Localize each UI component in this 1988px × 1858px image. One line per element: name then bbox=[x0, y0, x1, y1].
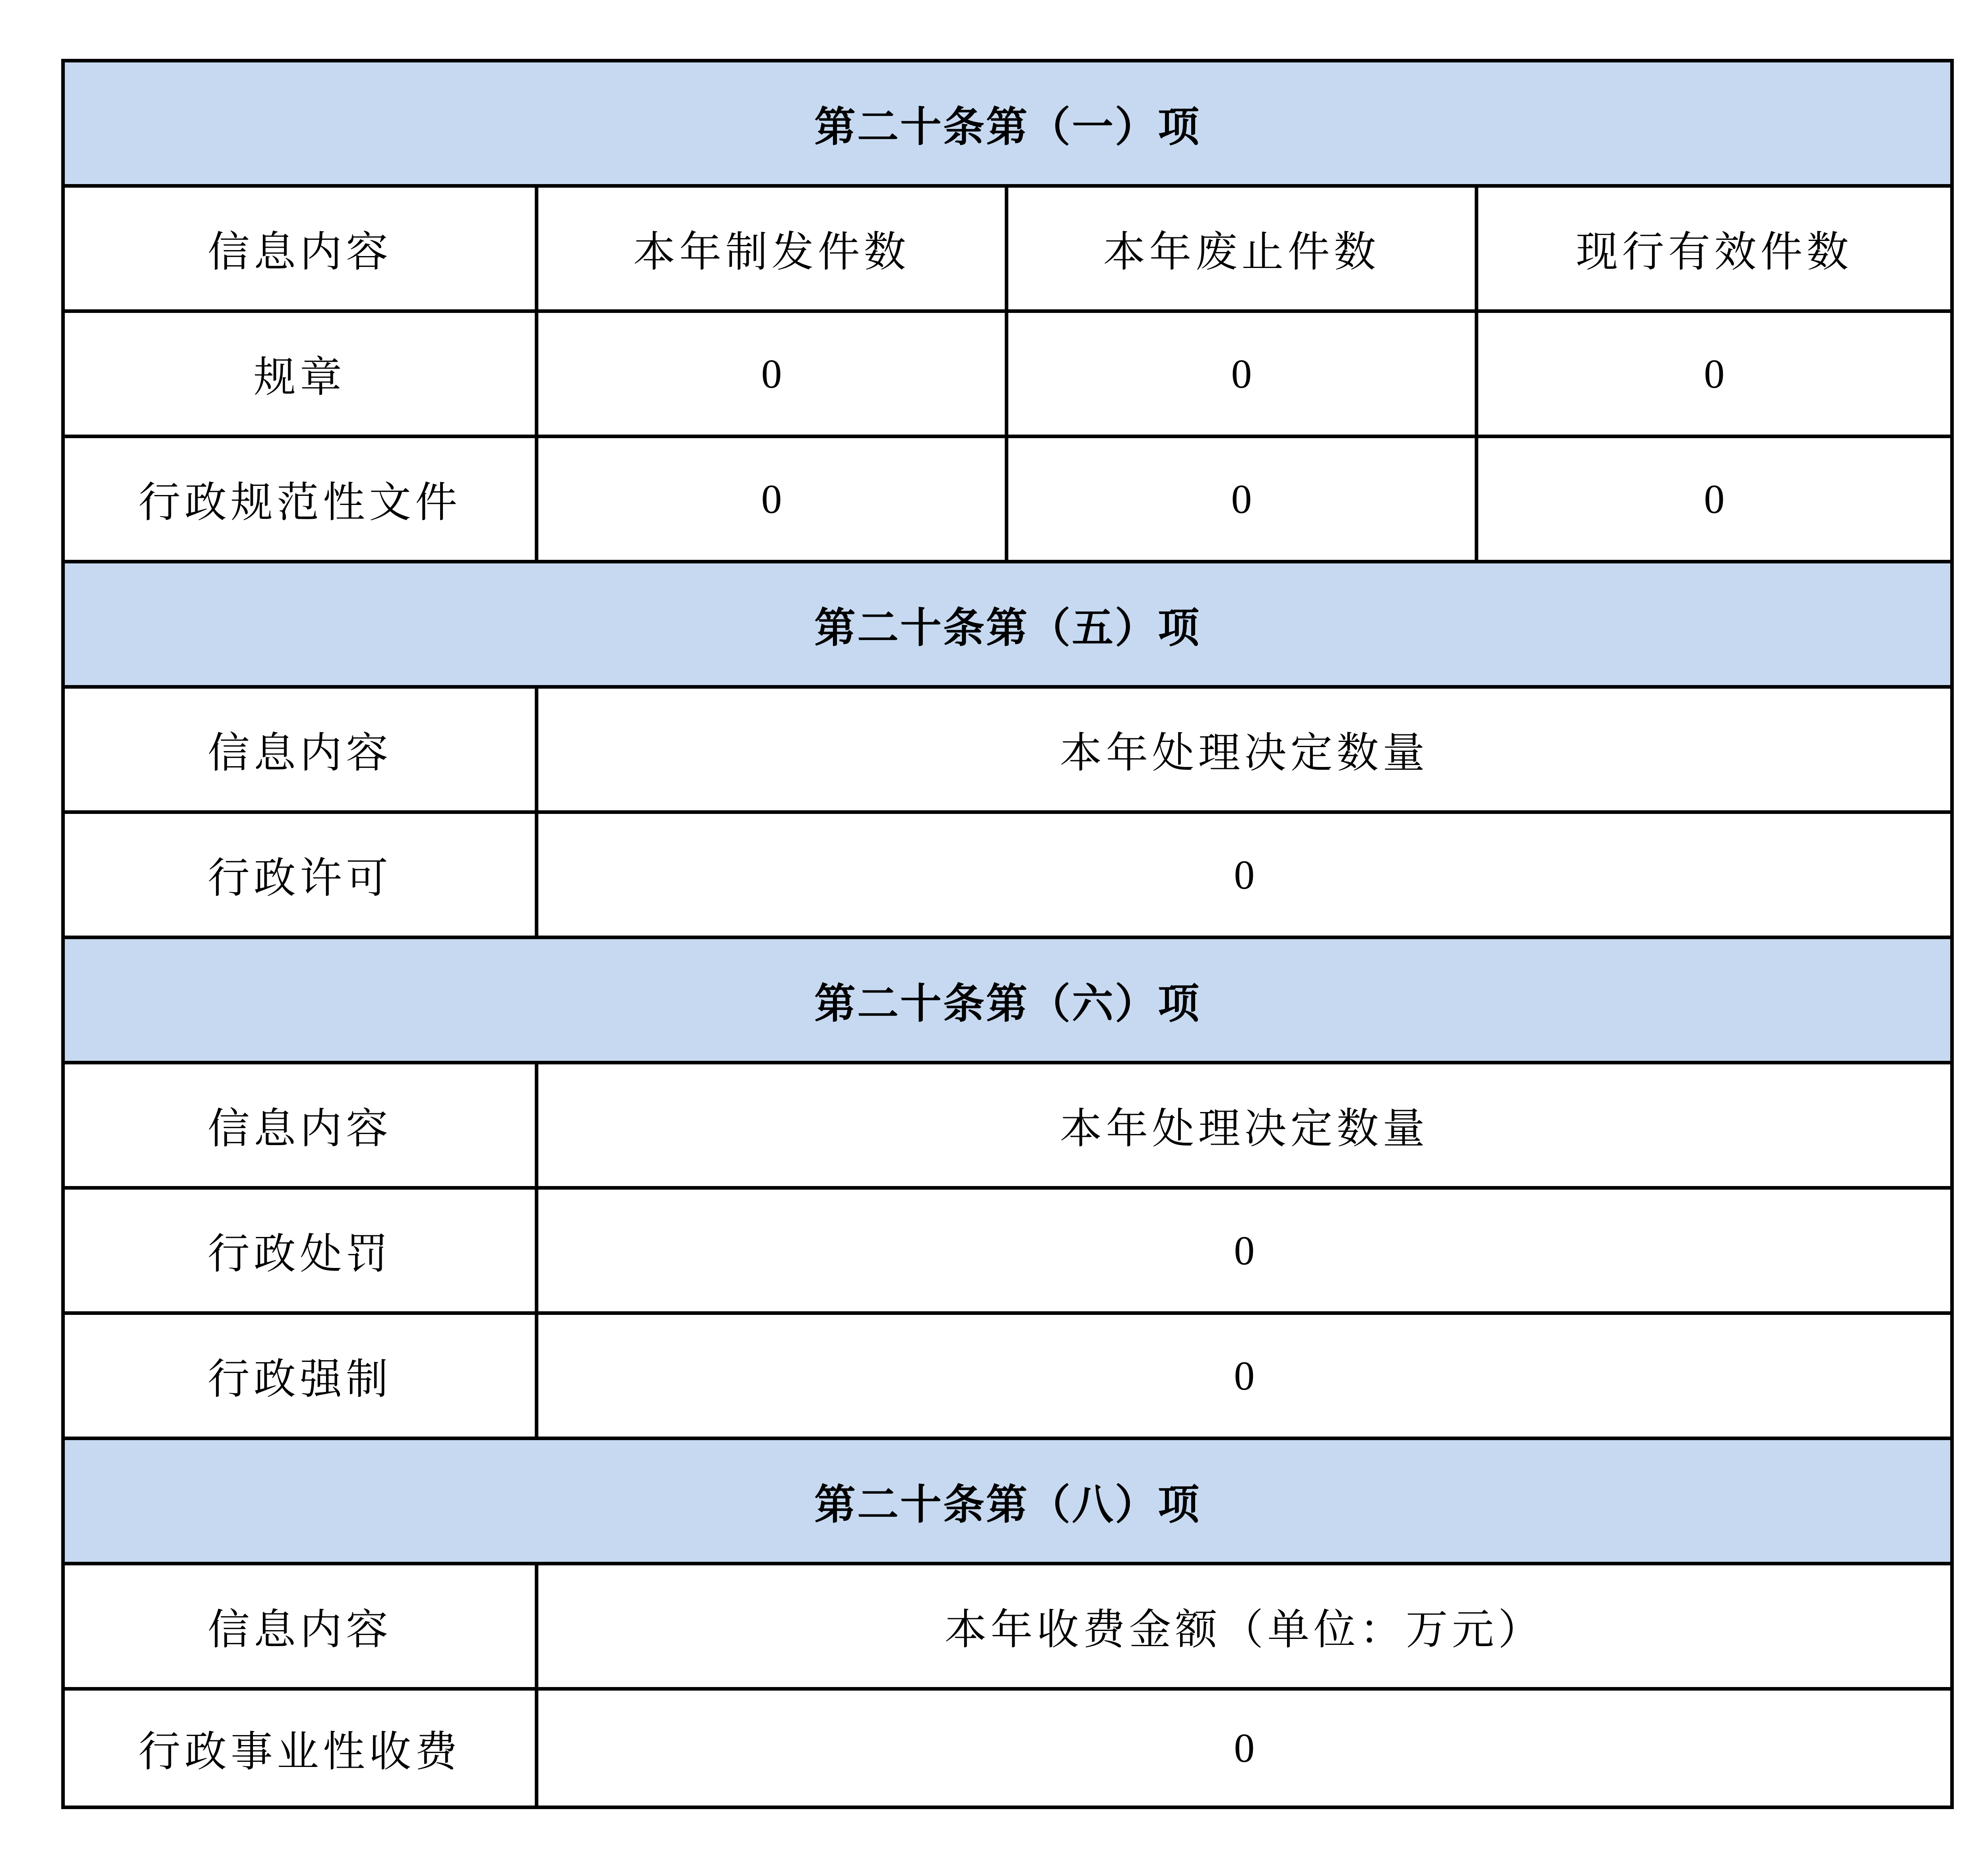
table-row bbox=[65, 438, 1950, 563]
valid-count: 0 bbox=[1475, 313, 1950, 435]
table-header-row bbox=[65, 1064, 1950, 1190]
table-header-row bbox=[65, 188, 1950, 313]
section-title: 第二十条第（八）项 bbox=[814, 1480, 1201, 1529]
column-header-currently-valid: 现行有效件数 bbox=[1475, 188, 1950, 309]
abolished-count: 0 bbox=[1005, 313, 1475, 435]
section-header-article20-item8 bbox=[65, 1440, 1950, 1565]
column-header-decisions-this-year: 本年处理决定数量 bbox=[535, 689, 1950, 810]
issued-count: 0 bbox=[535, 313, 1005, 435]
row-label: 规章 bbox=[254, 353, 346, 402]
column-header-info-content: 信息内容 bbox=[208, 1605, 392, 1654]
table-row bbox=[65, 1315, 1950, 1440]
column-header-fee-amount: 本年收费金额（单位：万元） bbox=[535, 1565, 1950, 1687]
column-header-info-content: 信息内容 bbox=[208, 227, 392, 276]
decision-count: 0 bbox=[535, 1315, 1950, 1437]
issued-count: 0 bbox=[535, 438, 1005, 560]
row-label: 行政许可 bbox=[208, 854, 392, 903]
table-row bbox=[65, 1190, 1950, 1315]
column-header-abolished-this-year: 本年废止件数 bbox=[1005, 188, 1475, 309]
section-header-article20-item5 bbox=[65, 563, 1950, 689]
table-row bbox=[65, 1691, 1950, 1806]
row-label: 行政事业性收费 bbox=[138, 1727, 461, 1776]
column-header-info-content: 信息内容 bbox=[208, 1104, 392, 1153]
table-header-row bbox=[65, 1565, 1950, 1691]
table-row bbox=[65, 313, 1950, 438]
valid-count: 0 bbox=[1475, 438, 1950, 560]
decision-count: 0 bbox=[535, 1190, 1950, 1311]
fee-amount: 0 bbox=[535, 1691, 1950, 1806]
row-label: 行政规范性文件 bbox=[138, 478, 461, 527]
decision-count: 0 bbox=[535, 814, 1950, 936]
section-title: 第二十条第（一）项 bbox=[814, 103, 1201, 151]
row-label: 行政处罚 bbox=[208, 1229, 392, 1278]
column-header-issued-this-year: 本年制发件数 bbox=[535, 188, 1005, 309]
section-title: 第二十条第（六）项 bbox=[814, 979, 1201, 1028]
table-header-row bbox=[65, 689, 1950, 814]
column-header-decisions-this-year: 本年处理决定数量 bbox=[535, 1064, 1950, 1186]
abolished-count: 0 bbox=[1005, 438, 1475, 560]
section-header-article20-item1 bbox=[65, 62, 1950, 188]
row-label: 行政强制 bbox=[208, 1355, 392, 1404]
section-title: 第二十条第（五）项 bbox=[814, 604, 1201, 652]
table-row bbox=[65, 814, 1950, 939]
section-header-article20-item6 bbox=[65, 939, 1950, 1064]
disclosure-table bbox=[61, 59, 1954, 1809]
column-header-info-content: 信息内容 bbox=[208, 728, 392, 777]
